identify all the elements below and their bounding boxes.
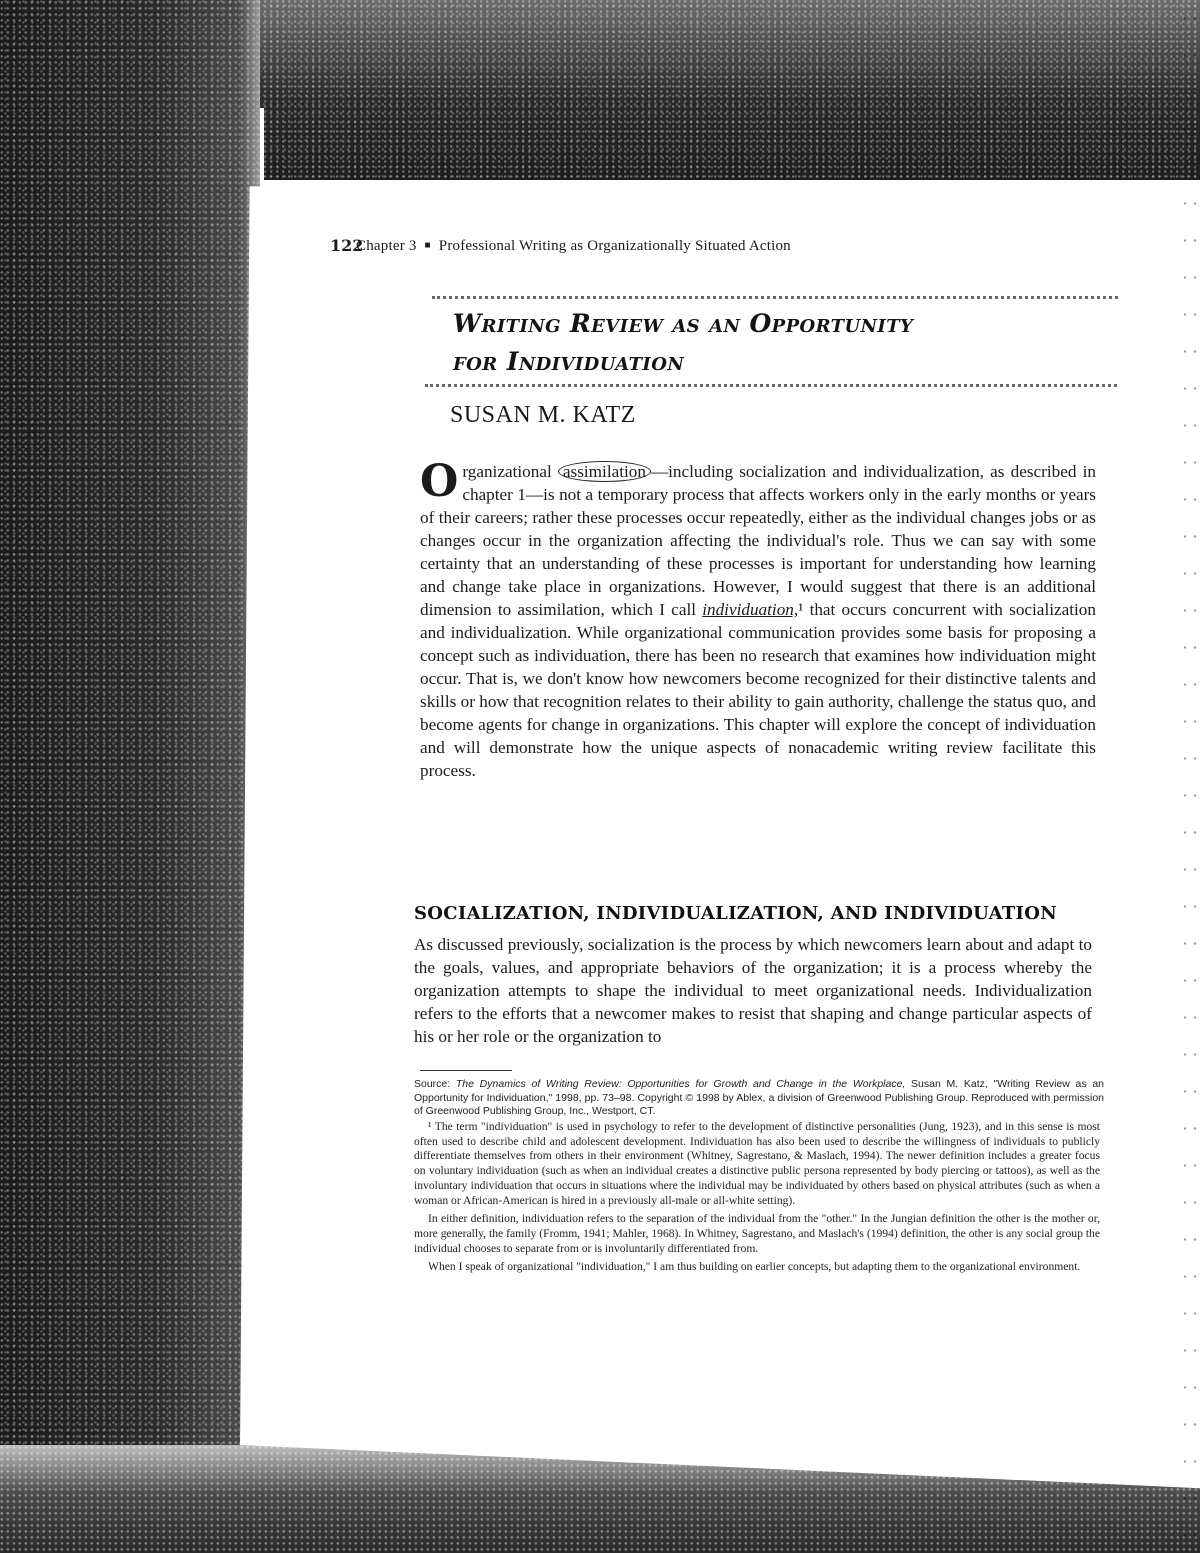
running-head-separator: ■ (424, 240, 431, 251)
title-rule-top (432, 296, 1118, 299)
running-head (356, 238, 791, 255)
intro-text-start: rganizational (462, 462, 558, 481)
footnote-1: ¹ The term "individuation" is used in psychology to refer to the development of distinctive personalities (Jung, 1923), and in this sense is most often used to describe child and adolescent development. Individuation has also been used to describe the willingness of individuals to publicly differentiate themselves from others in their environment (Whitney, Sagrestano, & Maslach, 1994). The newer definition includes a greater focus on voluntary individuation (such as when an individual creates a distinctive public persona represented by body piercing or tattoos), as well as the involuntary individuation that occurs in situations where the individual may be individuated by others based on physical attributes (such as when a woman or African-American is hired in a previously all-male or all-white setting). (414, 1120, 1100, 1207)
section-paragraph: As discussed previously, socialization is the process by which newcomers learn about and adapt to the goals, values, and appropriate behaviors of the organization; it is a process whereby the organization attempts to shape the individual to meet organizational needs. Individualization refers to the efforts that a newcomer makes to resist that shaping and change particular aspects of his or her role or the organization to (414, 935, 1092, 1046)
drop-cap: O (420, 456, 459, 507)
footnote-1-closing: When I speak of organizational "individuation," I am thus building on earlier concepts, but adapting them to the organizational environment. (428, 1260, 1081, 1274)
source-book-title: The Dynamics of Writing Review: Opportunities for Growth and Change in the Workplace, (455, 1078, 906, 1090)
source-details: Susan M. Katz, "Writing Review as an Opportunity for Individuation," 1998, pp. 73–98. Copyright © 1998 by Ablex, a division of Greenwood Publishing Group. Reproduced with permission of Greenwood Publishing Group, Inc., Westport, CT. (414, 1078, 1105, 1117)
intro-text-a: —including socialization and individualization, as described in chapter 1—is not a temporary process that affects workers only in the early months or years of their careers; rather these processes occur repeatedly, either as the individual changes jobs or as changes occur in the organization affecting the individual's role. Thus we can say with some certainty that an understanding of these processes is important for understanding how learning and change take place in organizations. However, I would suggest that there is an additional dimension to assimilation, which I call (420, 462, 1096, 619)
footnote-rule (420, 1070, 512, 1071)
intro-text-b: ¹ that occurs concurrent with socialization and individualization. While organizational communication provides some basis for proposing a concept such as individuation, there has been no research that examines how individuation might occur. That is, we don't know how newcomers become recognized for their distinctive talents and skills or how that recognition relates to their ability to gain authority, challenge the status quo, and become agents for change in organizations. This chapter will explore the concept of individuation and will demonstrate how the unique aspects of nonacademic writing review facilitate this process. (420, 600, 1096, 780)
title-rule-bottom (425, 384, 1117, 387)
source-note (414, 1078, 1104, 1119)
footnote-1-continued: In either definition, individuation refers to the separation of the individual from the "other." In the Jungian definition the other is the mother or, more generally, the family (Fromm, 1941; Mahler, 1968). In Whitney, Sagrestano, and Maslach's (1994) definition, the other is any social group the individual chooses to separate from or is involuntarily differentiated from. (414, 1212, 1100, 1255)
source-label: Source: (414, 1078, 456, 1090)
intro-paragraph (420, 456, 1096, 782)
article-author: SUSAN M. KATZ (450, 402, 636, 428)
chapter-title: Professional Writing as Organizationally Situated Action (438, 238, 791, 254)
individuation-term: individuation, (702, 600, 799, 619)
circled-word-annotation: assimilation (558, 461, 651, 482)
section-heading: SOCIALIZATION, INDIVIDUALIZATION, AND INDIVIDUATION (414, 903, 1058, 924)
article-title-line-2: for Individuation (453, 347, 685, 376)
article-title-line-1: Writing Review as an Opportunity (453, 309, 914, 338)
article-title (453, 305, 913, 381)
chapter-label: Chapter 3 (356, 238, 417, 254)
footnotes (414, 1120, 1100, 1279)
page-number: 122 (330, 236, 364, 255)
